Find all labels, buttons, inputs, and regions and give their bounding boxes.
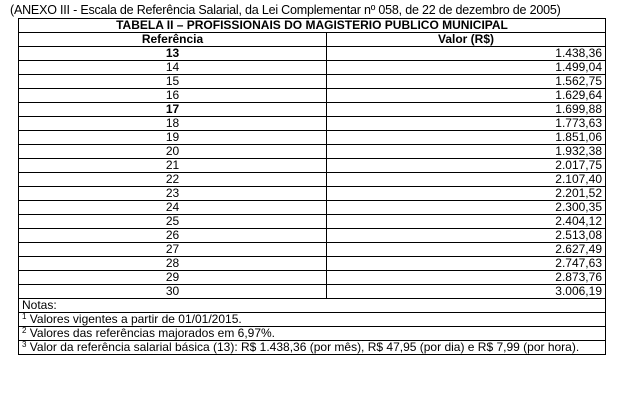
note-3: [19, 341, 606, 355]
cell-referencia: 26: [19, 229, 327, 243]
table-row: [19, 243, 606, 257]
table-row: [19, 159, 606, 173]
table-row: [19, 117, 606, 131]
table-title: TABELA II – PROFISSIONAIS DO MAGISTERIO PUBLICO MUNICIPAL: [19, 19, 606, 33]
table-body: [19, 47, 606, 299]
table-title-row: [19, 19, 606, 33]
note-1-text: Valores vigentes a partir de 01/01/2015.: [26, 312, 242, 326]
cell-referencia: 18: [19, 117, 327, 131]
note-2-text: Valores das referências majorados em 6,97%.: [26, 326, 276, 340]
cell-referencia: 23: [19, 187, 327, 201]
cell-valor: 2.627,49: [327, 243, 606, 257]
cell-valor: 2.513,08: [327, 229, 606, 243]
cell-referencia: 28: [19, 257, 327, 271]
cell-referencia: 15: [19, 75, 327, 89]
table-row: [19, 145, 606, 159]
cell-valor: 3.006,19: [327, 285, 606, 299]
cell-referencia: 20: [19, 145, 327, 159]
note-1-mark: 1: [22, 312, 27, 321]
cell-referencia: 27: [19, 243, 327, 257]
cell-referencia: 30: [19, 285, 327, 299]
note-1: [19, 313, 606, 327]
table-row: [19, 271, 606, 285]
cell-valor: 1.499,04: [327, 61, 606, 75]
cell-referencia: 29: [19, 271, 327, 285]
cell-referencia: 16: [19, 89, 327, 103]
note-3-mark: 3: [22, 340, 27, 349]
notes-section: [19, 299, 606, 355]
table-row: [19, 89, 606, 103]
cell-valor: 2.201,52: [327, 187, 606, 201]
cell-referencia: 14: [19, 61, 327, 75]
table-row: [19, 257, 606, 271]
cell-valor: 1.851,06: [327, 131, 606, 145]
salary-table: [18, 18, 606, 355]
cell-referencia: 13: [19, 47, 327, 61]
cell-valor: 1.629,64: [327, 89, 606, 103]
note-row-2: [19, 327, 606, 341]
table-row: [19, 215, 606, 229]
cell-referencia: 19: [19, 131, 327, 145]
note-2: [19, 327, 606, 341]
cell-valor: 2.873,76: [327, 271, 606, 285]
note-row-1: [19, 313, 606, 327]
table-row: [19, 75, 606, 89]
notes-label: Notas:: [19, 299, 606, 313]
cell-valor: 2.107,40: [327, 173, 606, 187]
note-2-mark: 2: [22, 326, 27, 335]
cell-referencia: 24: [19, 201, 327, 215]
notes-label-row: [19, 299, 606, 313]
cell-referencia: 22: [19, 173, 327, 187]
cell-valor: 1.699,88: [327, 103, 606, 117]
cell-referencia: 25: [19, 215, 327, 229]
header-valor: Valor (R$): [327, 33, 606, 47]
cell-valor: 2.017,75: [327, 159, 606, 173]
header-referencia: Referência: [19, 33, 327, 47]
cell-valor: 2.300,35: [327, 201, 606, 215]
cell-valor: 1.773,63: [327, 117, 606, 131]
table-row: [19, 229, 606, 243]
note-row-3: [19, 341, 606, 355]
cell-valor: 1.932,38: [327, 145, 606, 159]
table-row: [19, 201, 606, 215]
annex-caption: (ANEXO III - Escala de Referência Salarial, da Lei Complementar nº 058, de 22 de dezembro de 2005): [10, 3, 561, 17]
cell-valor: 2.404,12: [327, 215, 606, 229]
table-row: [19, 131, 606, 145]
cell-referencia: 21: [19, 159, 327, 173]
cell-valor: 1.562,75: [327, 75, 606, 89]
cell-referencia: 17: [19, 103, 327, 117]
table-row: [19, 285, 606, 299]
table-row: [19, 187, 606, 201]
table-row: [19, 47, 606, 61]
table-header-row: [19, 33, 606, 47]
table-row: [19, 61, 606, 75]
cell-valor: 2.747,63: [327, 257, 606, 271]
table-row: [19, 173, 606, 187]
cell-valor: 1.438,36: [327, 47, 606, 61]
table-row: [19, 103, 606, 117]
note-3-text: Valor da referência salarial básica (13): R$ 1.438,36 (por mês), R$ 47,95 (por dia) e R$ 7,99 (por hora).: [26, 340, 580, 354]
